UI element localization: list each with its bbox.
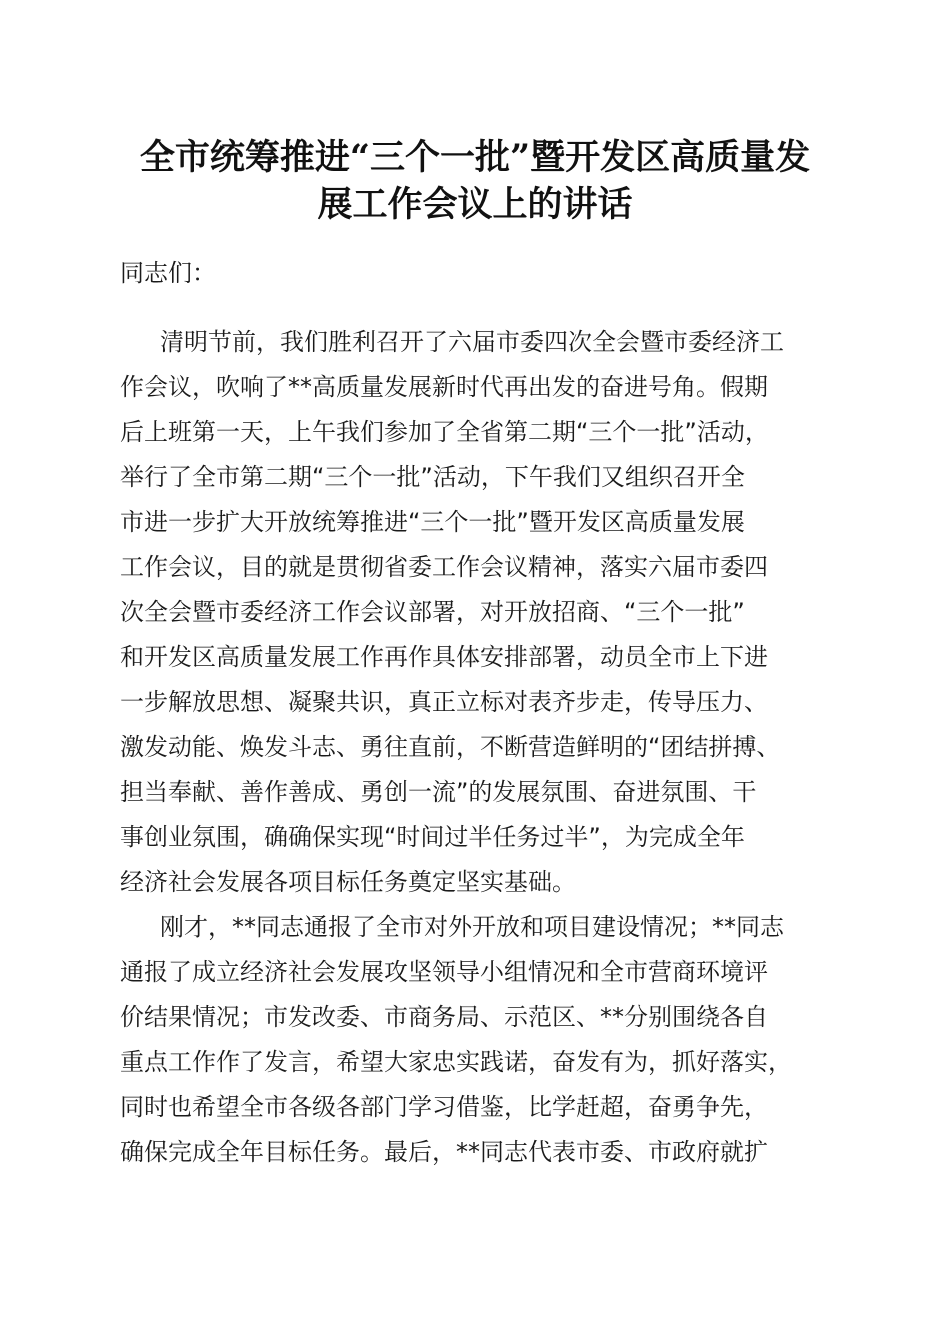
- paragraph-1-line: 和开发区高质量发展工作再作具体安排部署，动员全市上下进: [120, 643, 768, 671]
- paragraph-1-line: 工作会议，目的就是贯彻省委工作会议精神，落实六届市委四: [120, 553, 768, 581]
- document-title-line-2: 展工作会议上的讲话: [317, 184, 633, 225]
- paragraph-1-line: 激发动能、焕发斗志、勇往直前，不断营造鲜明的“团结拼搏、: [120, 733, 781, 761]
- paragraph-2-line: 价结果情况；市发改委、市商务局、示范区、**分别围绕各自: [120, 1003, 768, 1031]
- paragraph-1-line: 清明节前，我们胜利召开了六届市委四次全会暨市委经济工: [160, 328, 784, 356]
- paragraph-2-line: 通报了成立经济社会发展攻坚领导小组情况和全市营商环境评: [120, 958, 768, 986]
- paragraph-1-line: 作会议，吹响了**高质量发展新时代再出发的奋进号角。假期: [120, 373, 768, 401]
- paragraph-1-line: 经济社会发展各项目标任务奠定坚实基础。: [120, 868, 576, 896]
- salutation: 同志们：: [120, 259, 216, 287]
- paragraph-1-line: 一步解放思想、凝聚共识，真正立标对表齐步走，传导压力、: [120, 688, 768, 716]
- paragraph-1-line: 担当奉献、善作善成、勇创一流”的发展氛围、奋进氛围、干: [120, 778, 757, 806]
- paragraph-2-line: 重点工作作了发言，希望大家忠实践诺，奋发有为，抓好落实，: [120, 1048, 792, 1076]
- paragraph-1-line: 举行了全市第二期“三个一批”活动，下午我们又组织召开全: [120, 463, 745, 491]
- document-title-line-1: 全市统筹推进“三个一批”暨开发区高质量发: [139, 137, 811, 178]
- paragraph-2-line: 刚才，**同志通报了全市对外开放和项目建设情况；**同志: [160, 913, 784, 941]
- paragraph-1-line: 后上班第一天，上午我们参加了全省第二期“三个一批”活动，: [120, 418, 769, 446]
- paragraph-1-line: 市进一步扩大开放统筹推进“三个一批”暨开发区高质量发展: [120, 508, 745, 536]
- paragraph-1-line: 事创业氛围，确确保实现“时间过半任务过半”，为完成全年: [120, 823, 745, 851]
- paragraph-1-line: 次全会暨市委经济工作会议部署，对开放招商、“三个一批”: [120, 598, 745, 626]
- paragraph-2-line: 同时也希望全市各级各部门学习借鉴，比学赶超，奋勇争先，: [120, 1093, 768, 1121]
- paragraph-2-line: 确保完成全年目标任务。最后，**同志代表市委、市政府就扩: [120, 1138, 768, 1166]
